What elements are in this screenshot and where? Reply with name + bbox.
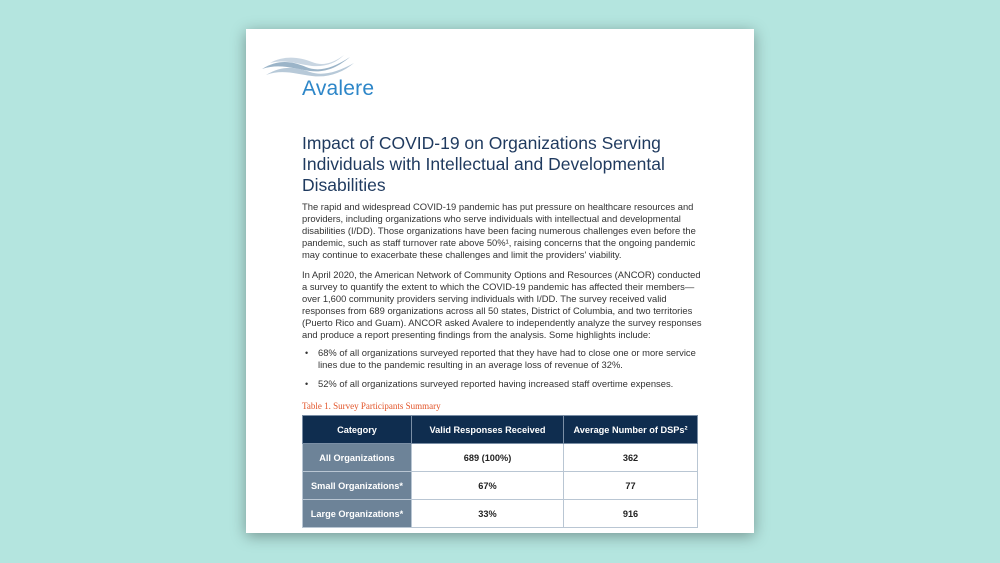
document-page xyxy=(246,29,754,533)
table-header-row xyxy=(303,416,698,444)
highlights-list xyxy=(302,347,702,397)
list-item xyxy=(302,347,702,371)
table-row xyxy=(303,472,698,500)
row-valid-responses: 67% xyxy=(412,472,564,500)
header-average-dsps: Average Number of DSPs² xyxy=(564,416,698,444)
bullet-text: 52% of all organizations surveyed reported having increased staff overtime expenses. xyxy=(318,378,674,390)
row-average-dsps: 916 xyxy=(564,500,698,528)
row-valid-responses: 33% xyxy=(412,500,564,528)
survey-paragraph: In April 2020, the American Network of Community Options and Resources (ANCOR) conducted a survey to quantify the extent to which the COVID-19 pandemic has affected their members—over 1,600 community providers serving individuals with I/DD. The survey received valid responses from 689 organizations across all 50 states, District of Columbia, and two territories (Puerto Rico and Guam). ANCOR asked Avalere to independently analyze the survey responses and produce a report presenting findings from the analysis. Some highlights include: xyxy=(302,269,702,341)
survey-participants-table xyxy=(302,415,698,528)
table-row xyxy=(303,500,698,528)
intro-paragraph: The rapid and widespread COVID-19 pandemic has put pressure on healthcare resources and providers, including organizations who serve individuals with intellectual and developmental disabilities (I/DD). Those organizations have been facing numerous challenges even before the pandemic, such as staff turnover rate above 50%¹, raising concerns that the ongoing pandemic may continue to exacerbate these challenges and limit the providers' viability. xyxy=(302,201,696,261)
bullet-text: 68% of all organizations surveyed reported that they have had to close one or more service lines due to the pandemic resulting in an average loss of revenue of 32%. xyxy=(318,347,696,371)
list-item xyxy=(302,378,702,390)
row-category: Large Organizations* xyxy=(303,500,412,528)
row-category: All Organizations xyxy=(303,444,412,472)
avalere-logo xyxy=(260,53,380,103)
table-row xyxy=(303,444,698,472)
row-category: Small Organizations* xyxy=(303,472,412,500)
row-average-dsps: 362 xyxy=(564,444,698,472)
table-caption: Table 1. Survey Participants Summary xyxy=(302,401,441,411)
page-title: Impact of COVID-19 on Organizations Serving Individuals with Intellectual and Developmental Disabilities xyxy=(302,133,665,195)
bullet-icon: • xyxy=(305,379,309,390)
logo-wordmark: Avalere xyxy=(302,77,375,100)
row-valid-responses: 689 (100%) xyxy=(412,444,564,472)
bullet-icon: • xyxy=(305,348,309,358)
row-average-dsps: 77 xyxy=(564,472,698,500)
header-category: Category xyxy=(303,416,412,444)
header-valid-responses: Valid Responses Received xyxy=(412,416,564,444)
